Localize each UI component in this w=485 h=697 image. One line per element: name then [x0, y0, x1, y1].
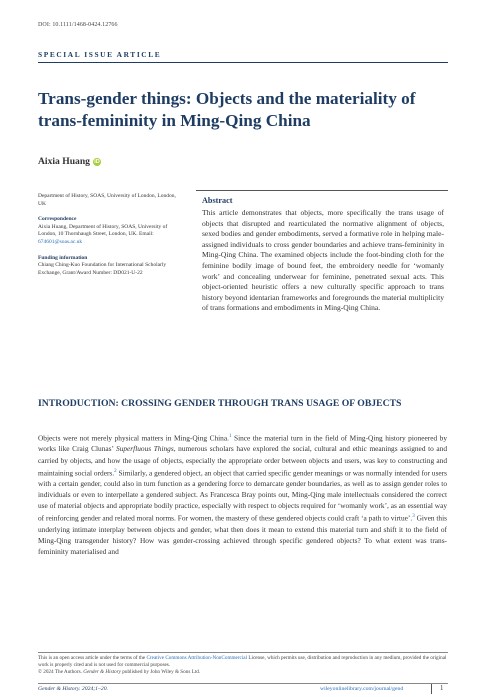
- abstract-text: This article demonstrates that objects, more specifically the trans usage of objects that disrupted and rearticulated the normative alignment of objects, sexed bodies and gender embodiments, served a formative role in helping male-assigned individuals to cross gender boundaries and achieve trans-femininity in Ming-Qing China. The examined objects include the foot-binding cloth for the feminine bodily image of bound feet, the embroidery needle for ‘womanly work’ and concealing underwear for feminine, penetrated sexual acts. This object-oriented heuristic offers a new culturally specific approach to trans history beyond identarian frameworks and foregrounds the material multiplicity of trans formations and embodiments in Ming-Qing China.: [202, 208, 444, 313]
- correspondence-address: Aixia Huang, Department of History, SOAS, University of London, 10 Thornhaugh Street, London, UK. Email:: [38, 223, 168, 238]
- abstract-heading: Abstract: [202, 196, 233, 205]
- abstract-section: [196, 190, 448, 390]
- abstract-divider: [196, 190, 448, 191]
- footer-divider: [38, 652, 448, 653]
- section-heading: INTRODUCTION: CROSSING GENDER THROUGH TRANS USAGE OF OBJECTS: [38, 398, 402, 409]
- article-type-label: SPECIAL ISSUE ARTICLE: [38, 50, 162, 59]
- article-title: Trans-gender things: Objects and the materiality of trans-femininity in Ming-Qing China: [38, 89, 416, 130]
- funding-heading: Funding information: [38, 254, 88, 261]
- copyright-text: published by John Wiley & Sons Ltd.: [120, 669, 201, 676]
- doi-line: DOI: 10.1111/1468-0424.12766: [38, 22, 118, 28]
- body-text-segment: , numerous scholars have explored the social, cultural and ethic meanings assigned to and carried by objects, and how the usage of objects, especially the appropriate order between objects and users, was key to constructing and maintaining social orders.: [38, 444, 448, 478]
- header-divider: [38, 62, 448, 63]
- correspondence-heading: Correspondence: [38, 216, 77, 223]
- license-text: This is an open access article under the terms of the: [38, 655, 147, 661]
- license-notice: [38, 655, 448, 677]
- footnote-ref[interactable]: 2: [114, 468, 117, 474]
- journal-site-link[interactable]: wileyonlinelibrary.com/journal/gend: [320, 686, 404, 692]
- footnote-ref[interactable]: 3: [412, 514, 415, 520]
- body-text-segment: Similarly, a gendered object, an object that carried specific gender meanings or was normally intended for users with a certain gender, could also in turn function as a gendering force to demarcate gender boundaries, as well as to assign gender roles to individuals or even to interpellate a gendered subject. As Francesca Bray points out, Ming-Qing male intellectuals considered the correct use of material objects and appropriate bodily practice, especially with respect to objects required for ‘womanly work’, as an essential way of reinforcing gender and related moral norms. For women, the mastery of these gendered objects could craft ‘a path to virtue’.: [38, 468, 447, 523]
- body-text-segment: Given this underlying intimate interplay between objects and gender, what then does it mean to extend this material turn and shift it to the field of Ming-Qing transgender history? How was gender-crossing achieved through specific gendered objects? To what extent was trans-femininity materialised and: [38, 513, 447, 556]
- affiliation: Department of History, SOAS, University of London, London, UK: [38, 193, 176, 207]
- body-text-segment: Since the material turn in the field of Ming-Qing history pioneered by works like Craig Clunas’: [38, 433, 447, 454]
- correspondence-text: [38, 224, 178, 247]
- funding-text: Chiang Ching-Kuo Foundation for International Scholarly Exchange, Grant/Award Number: DD021-U-22: [38, 262, 167, 276]
- license-link[interactable]: Creative Commons Attribution-NonCommercial: [146, 655, 248, 661]
- body-text-segment: Objects were not merely physical matters in Ming-Qing China.: [38, 433, 229, 443]
- book-title: Superfluous Things: [116, 444, 174, 454]
- body-paragraph: [38, 431, 447, 557]
- copyright-text: © 2024 The Authors.: [38, 669, 84, 676]
- journal-citation: Gender & History. 2024;1–20.: [38, 686, 108, 692]
- footer-separator: [431, 684, 432, 694]
- footnote-ref[interactable]: 1: [228, 434, 232, 439]
- correspondence-email[interactable]: 674601@soas.ac.uk: [38, 238, 83, 245]
- author-name: Aixia Huang: [38, 156, 90, 167]
- page-number: 1: [440, 685, 444, 692]
- footer-bar-divider: [38, 683, 448, 684]
- author-line: [38, 156, 101, 167]
- article-sidebar: [38, 193, 178, 285]
- copyright-journal: Gender & History: [83, 669, 121, 676]
- orcid-icon[interactable]: iD: [94, 159, 100, 165]
- license-text: License, which permits use, distribution and reproduction in any medium, provided the original work is properly cited and is not used for commercial purposes.: [38, 655, 447, 669]
